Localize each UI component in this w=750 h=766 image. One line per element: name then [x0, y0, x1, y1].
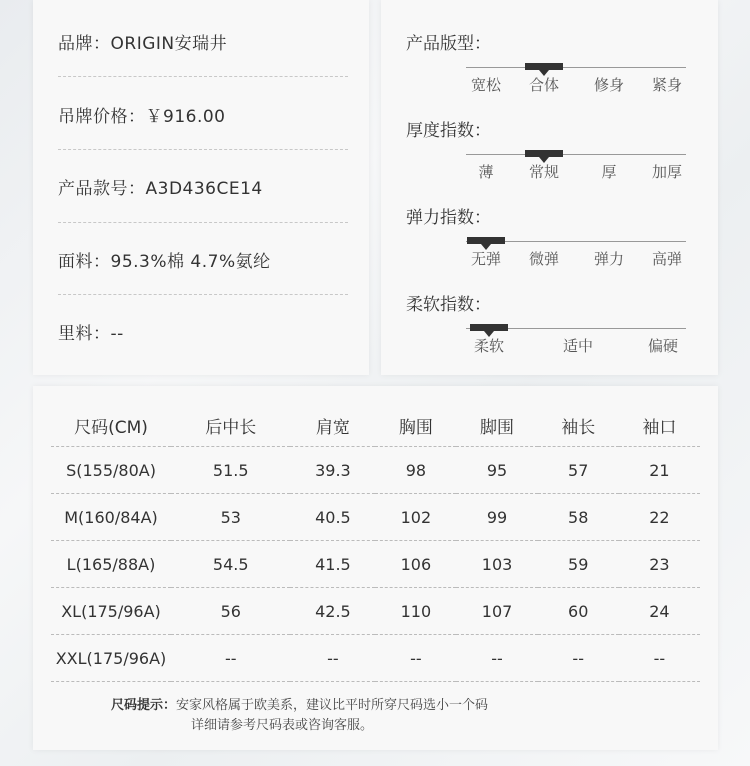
- size-tip-label: 尺码提示：: [111, 698, 177, 713]
- style-number-text: 产品款号：A3D436CE14: [58, 179, 263, 199]
- index-scale-line: [466, 67, 686, 68]
- size-table-header-cell: 脚围: [456, 404, 537, 447]
- divider: [58, 149, 348, 150]
- index-title: 产品版型：: [406, 34, 491, 54]
- table-cell: 102: [375, 494, 456, 541]
- size-tip-text: 安家风格属于欧美系，建议比平时所穿尺码选小一个码: [176, 698, 489, 713]
- size-table-header-cell: 胸围: [375, 404, 456, 447]
- size-table-header-cell: 袖口: [619, 404, 700, 447]
- table-cell: 60: [538, 588, 619, 635]
- size-table-header-cell: 袖长: [538, 404, 619, 447]
- index-marker: [525, 150, 563, 157]
- table-cell: 39.3: [290, 447, 375, 494]
- table-cell: M(160/84A): [51, 494, 171, 541]
- size-table: [51, 404, 700, 682]
- table-cell: 107: [456, 588, 537, 635]
- table-cell: 95: [456, 447, 537, 494]
- size-chart-panel: [33, 386, 718, 750]
- index-option: 薄: [478, 163, 494, 181]
- divider: [58, 294, 348, 295]
- fabric-text: 面料：95.3%棉 4.7%氨纶: [58, 252, 271, 272]
- index-option: 厚: [601, 163, 617, 181]
- index-option: 加厚: [651, 163, 682, 181]
- index-option: 柔软: [473, 337, 504, 355]
- index-scale-line: [466, 154, 686, 155]
- table-cell: 40.5: [290, 494, 375, 541]
- table-cell: 41.5: [290, 541, 375, 588]
- table-cell: L(165/88A): [51, 541, 171, 588]
- table-cell: 58: [538, 494, 619, 541]
- size-table-header-cell: 肩宽: [290, 404, 375, 447]
- table-cell: 103: [456, 541, 537, 588]
- index-title: 厚度指数：: [406, 121, 491, 141]
- table-cell: 110: [375, 588, 456, 635]
- lining-text: 里料：--: [58, 324, 124, 344]
- index-option: 宽松: [470, 76, 501, 94]
- index-option: 紧身: [651, 76, 682, 94]
- table-cell: --: [290, 635, 375, 682]
- divider: [58, 222, 348, 223]
- table-cell: 54.5: [171, 541, 290, 588]
- index-option: 合体: [528, 76, 559, 94]
- table-cell: 42.5: [290, 588, 375, 635]
- table-cell: 51.5: [171, 447, 290, 494]
- index-title: 弹力指数：: [406, 208, 491, 228]
- table-cell: 22: [619, 494, 700, 541]
- index-option: 高弹: [651, 250, 682, 268]
- table-cell: --: [456, 635, 537, 682]
- table-cell: --: [538, 635, 619, 682]
- index-option: 常规: [528, 163, 559, 181]
- table-cell: 56: [171, 588, 290, 635]
- index-option: 微弹: [528, 250, 559, 268]
- table-cell: 24: [619, 588, 700, 635]
- table-row: [51, 494, 700, 541]
- index-option: 无弹: [470, 250, 501, 268]
- table-row: [51, 635, 700, 682]
- index-option: 弹力: [593, 250, 624, 268]
- index-marker: [467, 237, 505, 244]
- index-marker: [470, 324, 508, 331]
- table-cell: 106: [375, 541, 456, 588]
- divider: [58, 76, 348, 77]
- table-cell: 23: [619, 541, 700, 588]
- table-cell: 21: [619, 447, 700, 494]
- table-cell: 99: [456, 494, 537, 541]
- table-row: [51, 447, 700, 494]
- index-marker: [525, 63, 563, 70]
- table-cell: 53: [171, 494, 290, 541]
- size-tip-line2: 详细请参考尺码表或咨询客服。: [191, 718, 374, 733]
- tag-price-text: 吊牌价格：￥916.00: [58, 107, 226, 127]
- size-table-header: [51, 404, 700, 447]
- table-cell: 57: [538, 447, 619, 494]
- table-cell: 98: [375, 447, 456, 494]
- table-cell: XL(175/96A): [51, 588, 171, 635]
- table-cell: --: [375, 635, 456, 682]
- index-title: 柔软指数：: [406, 295, 491, 315]
- product-index-panel: [381, 0, 718, 375]
- table-cell: S(155/80A): [51, 447, 171, 494]
- table-row: [51, 541, 700, 588]
- table-cell: XXL(175/96A): [51, 635, 171, 682]
- size-table-header-cell: 后中长: [171, 404, 290, 447]
- table-cell: --: [619, 635, 700, 682]
- size-table-header-cell: 尺码(CM): [51, 404, 171, 447]
- index-option: 偏硬: [647, 337, 678, 355]
- index-option: 适中: [562, 337, 593, 355]
- table-cell: --: [171, 635, 290, 682]
- brand-text: 品牌：ORIGIN安瑞井: [58, 34, 228, 54]
- size-tip-line1: [111, 694, 488, 713]
- table-row: [51, 588, 700, 635]
- index-option: 修身: [593, 76, 624, 94]
- product-info-panel: [33, 0, 369, 375]
- table-cell: 59: [538, 541, 619, 588]
